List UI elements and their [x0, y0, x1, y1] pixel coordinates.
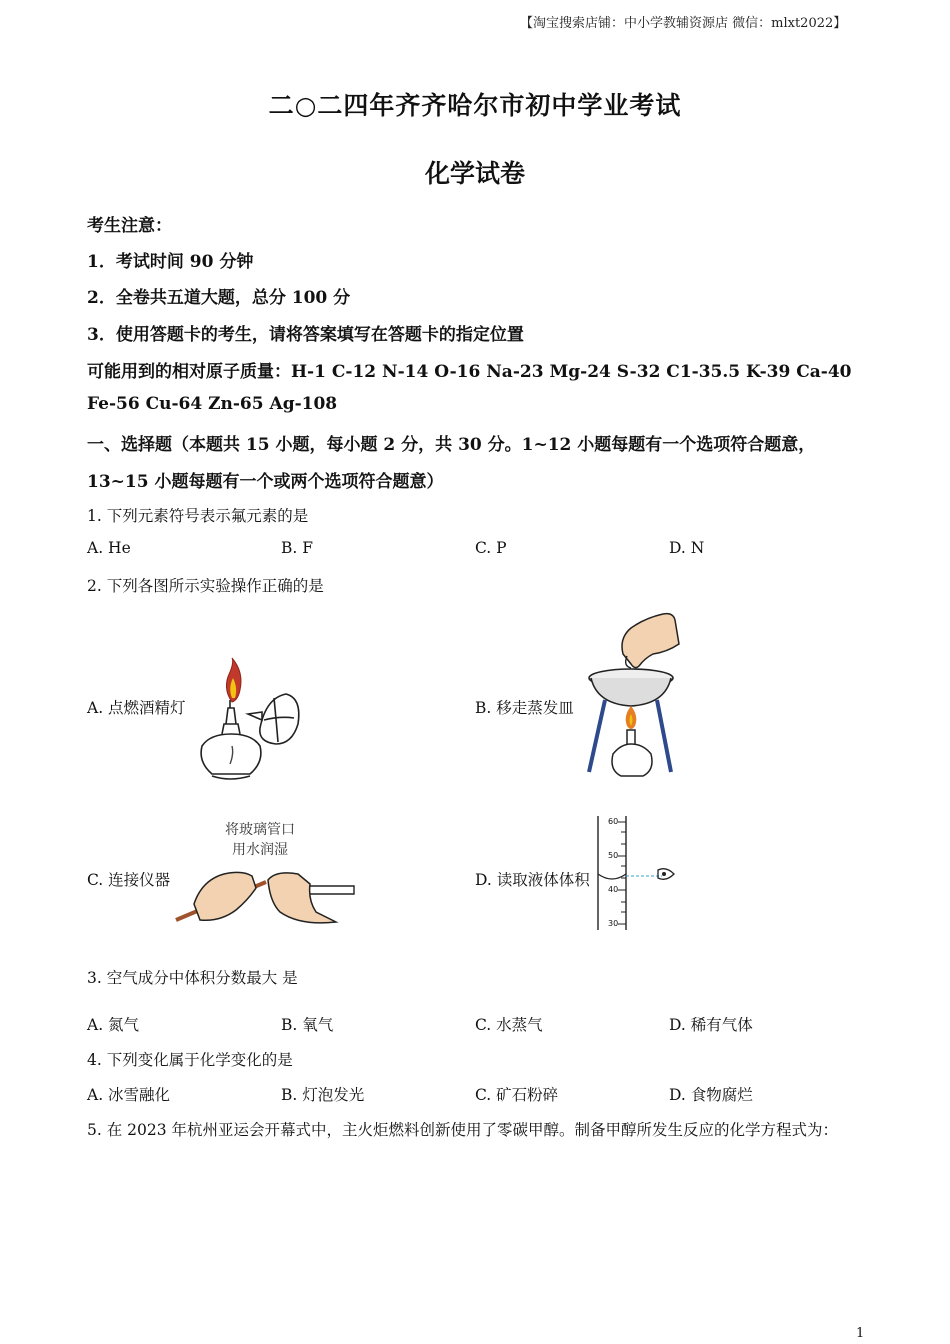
- option-d[interactable]: D. N: [669, 539, 705, 557]
- notice-item: 1．考试时间 90 分钟: [87, 252, 254, 272]
- connecting-apparatus-illustration: [176, 862, 356, 928]
- option-a[interactable]: A. 冰雪融化: [87, 1086, 171, 1104]
- notice-item: 3．使用答题卡的考生，请将答案填写在答题卡的指定位置: [87, 325, 524, 345]
- question-stem: 2. 下列各图所示实验操作正确的是: [87, 577, 324, 595]
- figure-c-caption-line: 用水润湿: [232, 842, 288, 858]
- graduated-cylinder-reading-illustration: [596, 814, 686, 934]
- option-b[interactable]: B. F: [281, 539, 313, 557]
- section-heading: 一、选择题（本题共 15 小题，每小题 2 分，共 30 分。1~12 小题每题有一个选项符合题意，: [87, 435, 816, 455]
- figure-label-b[interactable]: B. 移走蒸发皿: [475, 699, 574, 717]
- cylinder-tick-label: 50: [608, 851, 619, 860]
- moving-evaporating-dish-illustration: [583, 608, 683, 780]
- question-stem: 3. 空气成分中体积分数最大 是: [87, 969, 298, 987]
- option-c[interactable]: C. P: [475, 539, 507, 557]
- option-d[interactable]: D. 食物腐烂: [669, 1086, 753, 1104]
- option-c[interactable]: C. 矿石粉碎: [475, 1086, 559, 1104]
- notice-heading: 考生注意：: [87, 216, 172, 236]
- option-a[interactable]: A. 氮气: [87, 1016, 140, 1034]
- section-heading-cont: 13~15 小题每题有一个或两个选项符合题意）: [87, 472, 444, 492]
- exam-subtitle: 化学试卷: [424, 159, 525, 188]
- option-c[interactable]: C. 水蒸气: [475, 1016, 543, 1034]
- option-d[interactable]: D. 稀有气体: [669, 1016, 753, 1034]
- cylinder-tick-label: 60: [608, 817, 619, 826]
- figure-label-d[interactable]: D. 读取液体体积: [475, 871, 590, 889]
- option-b[interactable]: B. 氧气: [281, 1016, 334, 1034]
- question-stem: 5. 在 2023 年杭州亚运会开幕式中，主火炬燃料创新使用了零碳甲醇。制备甲醇所发生反应的化学方程式为：: [87, 1121, 839, 1139]
- header-note: 【淘宝搜索店铺：中小学教辅资源店 微信：mlxt2022】: [520, 16, 847, 31]
- lighting-alcohol-lamp-illustration: [190, 658, 305, 784]
- option-a[interactable]: A. He: [87, 539, 131, 557]
- figure-c-caption-line: 将玻璃管口: [225, 822, 295, 838]
- atomic-mass-line: Fe-56 Cu-64 Zn-65 Ag-108: [87, 394, 338, 414]
- question-stem: 4. 下列变化属于化学变化的是: [87, 1051, 293, 1069]
- option-b[interactable]: B. 灯泡发光: [281, 1086, 365, 1104]
- cylinder-tick-label: 40: [608, 885, 619, 894]
- page-number: 1: [856, 1326, 865, 1341]
- exam-title: 二○二四年齐齐哈尔市初中学业考试: [268, 91, 682, 120]
- atomic-mass-line: 可能用到的相对原子质量：H-1 C-12 N-14 O-16 Na-23 Mg-24 S-32 C1-35.5 K-39 Ca-40: [87, 362, 852, 382]
- figure-label-c[interactable]: C. 连接仪器: [87, 871, 171, 889]
- cylinder-tick-label: 30: [608, 919, 619, 928]
- question-stem: 1. 下列元素符号表示氟元素的是: [87, 507, 309, 525]
- notice-item: 2．全卷共五道大题，总分 100 分: [87, 288, 351, 308]
- figure-label-a[interactable]: A. 点燃酒精灯: [87, 699, 186, 717]
